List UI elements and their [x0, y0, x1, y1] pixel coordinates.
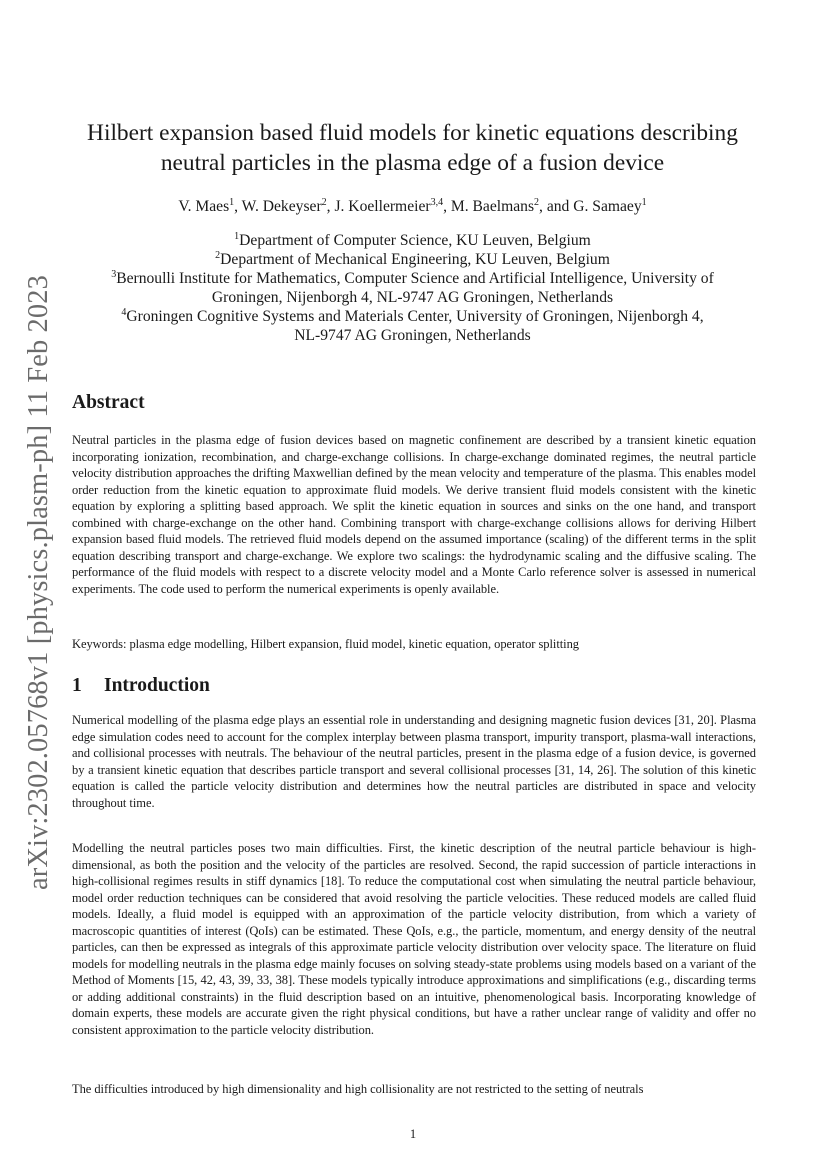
paper-title [60, 118, 765, 178]
affiliation-list [60, 231, 765, 345]
author: M. Baelmans [450, 198, 535, 215]
abstract-text: Neutral particles in the plasma edge of fusion devices based on magnetic confinement are described by a transient kinetic equation incorporating ionization, recombination, and charge-exchange collisions. In charge-exchange dominated regimes, the neutral particle velocity distribution approaches the drifting Maxwellian defined by the mean velocity and temperature of the plasma. This enables model order reduction from the kinetic equation to approximate fluid models. We derive transient fluid models consistent with the kinetic equation by exploring a splitting based approach. We split the kinetic equation in sources and sinks on the one hand, and transport combined with charge-exchange on the other hand. Combining transport with charge-exchange collisions allows for deriving Hilbert expansion based fluid models. The retrieved fluid models depend on the assumed importance (scaling) of the different terms in the split equation describing transport and charge-exchange. We explore two scalings: the hydrodynamic scaling and the diffusive scaling. The performance of the fluid models with respect to a discrete velocity model and a Monte Carlo reference solver is assessed in numerical experiments. The code used to perform the numerical experiments is openly available. [72, 433, 756, 596]
author-affiliation-mark: 3,4 [430, 196, 444, 208]
affiliation-mark: 4 [121, 306, 127, 318]
affiliation-mark: 2 [215, 249, 221, 261]
author-affiliation-mark: 1 [229, 196, 235, 208]
author-separator: , and [539, 198, 574, 215]
author: G. Samaey [573, 198, 642, 215]
section-title: Introduction [104, 675, 210, 696]
introduction-heading [72, 675, 210, 697]
section-number: 1 [72, 675, 82, 696]
author: V. Maes [178, 198, 230, 215]
affiliation-text: Groningen Cognitive Systems and Materials Center, University of Groningen, Nijenborgh 4, [126, 308, 704, 325]
affiliation-continuation: NL-9747 AG Groningen, Netherlands [294, 327, 531, 344]
author-affiliation-mark: 2 [321, 196, 327, 208]
author: W. Dekeyser [241, 198, 322, 215]
affiliation-continuation: Groningen, Nijenborgh 4, NL-9747 AG Groningen, Netherlands [211, 289, 614, 306]
title-line-2: neutral particles in the plasma edge of a fusion device [160, 150, 665, 176]
affiliation-mark: 1 [234, 230, 240, 242]
author-separator: , [443, 198, 451, 215]
page-number: 1 [409, 1127, 417, 1141]
introduction-paragraph-2: Modelling the neutral particles poses two main difficulties. First, the kinetic description of the neutral particle behaviour is high-dimensional, as both the position and the velocity of the particles are resolved. Second, the rapid succession of particle interactions in high-collisional regimes results in stiff dynamics [18]. To reduce the computational cost when simulating the neutral particle behaviour, model order reduction techniques can be considered that avoid resolving the particle velocities. These reduced models are called fluid models. Ideally, a fluid model is equipped with an approximation of the particle velocity distribution, from which a variety of macroscopic quantities of interest (QoIs) can be estimated. These QoIs, e.g., the particle, momentum, and energy density of the neutral particles, can then be expressed as integrals of this approximate particle velocity distribution over velocity space. The literature on fluid models for modelling neutrals in the plasma edge mainly focuses on solving steady-state problems using models based on a variant of the Method of Moments [15, 42, 43, 39, 33, 38]. These models typically introduce approximations and simplifications (e.g., discarding terms or adding additional constraints) in the fluid description based on an intuitive, phenomenological basis. Incorporating knowledge of domain experts, these models are accurate given the right physical conditions, but have a rather unclear range of validity and offer no consistent approximation to the particle velocity distribution. [72, 841, 756, 1037]
affiliation [60, 231, 765, 250]
author-affiliation-mark: 2 [534, 196, 540, 208]
affiliation-text: Department of Mechanical Engineering, KU Leuven, Belgium [220, 251, 610, 268]
author-separator: , [234, 198, 242, 215]
affiliation-mark: 3 [111, 268, 117, 280]
introduction-paragraph-1: Numerical modelling of the plasma edge plays an essential role in understanding and designing magnetic fusion devices [31, 20]. Plasma edge simulation codes need to account for the complex interplay between plasma transport, impurity transport, plasma-wall interactions, and collisional processes with neutrals. The behaviour of the neutral particles, present in the plasma edge of a fusion device, is governed by a transient kinetic equation that describes particle transport and several collisional processes [31, 14, 26]. The solution of this kinetic equation is called the particle velocity distribution and determines how the neutral particles are distributed in space and velocity throughout time. [72, 713, 756, 810]
author-affiliation-mark: 1 [641, 196, 647, 208]
author: J. Koellermeier [334, 198, 431, 215]
arxiv-identifier-stamp: arXiv:2302.05768v1 [physics.plasm-ph] 11 Feb 2023 [23, 275, 54, 890]
affiliation [60, 307, 765, 326]
title-line-1: Hilbert expansion based fluid models for kinetic equations describing [87, 120, 738, 146]
affiliation-text: Bernoulli Institute for Mathematics, Computer Science and Artificial Intelligence, University of [116, 270, 714, 287]
author-list [60, 197, 765, 217]
affiliation [60, 250, 765, 269]
introduction-paragraph-3: The difficulties introduced by high dimensionality and high collisionality are not restricted to the setting of neutrals [72, 1082, 644, 1096]
abstract-heading: Abstract [72, 392, 145, 413]
author-separator: , [326, 198, 335, 215]
affiliation-text: Department of Computer Science, KU Leuven, Belgium [239, 232, 591, 249]
affiliation [60, 269, 765, 288]
keywords: Keywords: plasma edge modelling, Hilbert expansion, fluid model, kinetic equation, operator splitting [72, 637, 579, 651]
